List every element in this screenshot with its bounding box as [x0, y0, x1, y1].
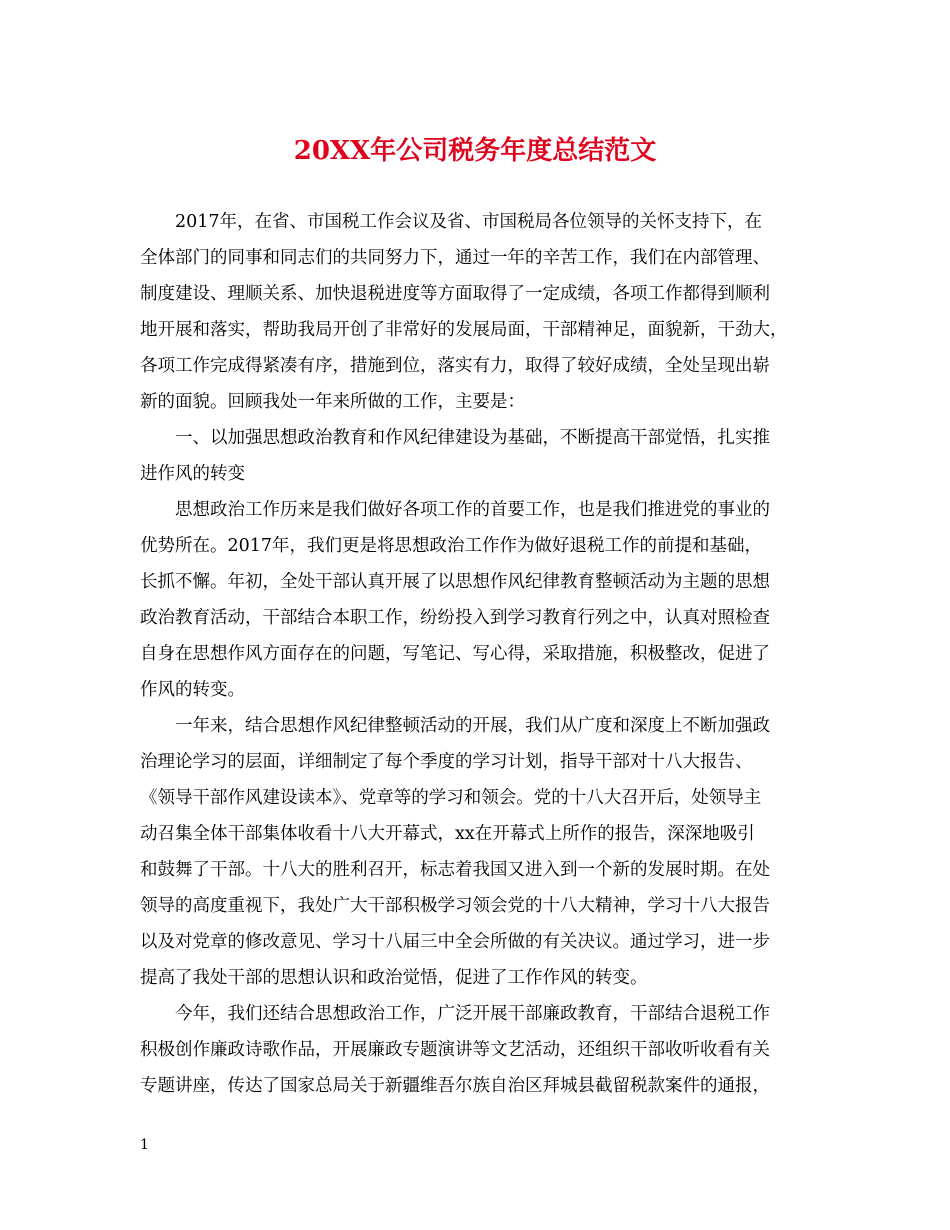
- text-line: 和鼓舞了干部。十八大的胜利召开，标志着我国又进入到一个新的发展时期。在处: [140, 860, 770, 880]
- text-line: 思想政治工作历来是我们做好各项工作的首要工作，也是我们推进党的事业的: [175, 500, 770, 520]
- text-line: 动召集全体干部集体收看十八大开幕式，xx在开幕式上所作的报告，深深地吸引: [140, 824, 755, 844]
- text-line: 新的面貌。回顾我处一年来所做的工作，主要是：: [140, 392, 525, 412]
- text-line: 一、以加强思想政治教育和作风纪律建设为基础，不断提高干部觉悟，扎实推: [175, 428, 770, 448]
- text-line: 长抓不懈。年初，全处干部认真开展了以思想作风纪律教育整顿活动为主题的思想: [140, 572, 770, 592]
- text-line: 积极创作廉政诗歌作品，开展廉政专题演讲等文艺活动，还组织干部收听收看有关: [140, 1040, 770, 1060]
- text-line: 地开展和落实，帮助我局开创了非常好的发展局面，干部精神足，面貌新，干劲大，: [140, 320, 788, 340]
- text-line: 治理论学习的层面，详细制定了每个季度的学习计划，指导干部对十八大报告、: [140, 752, 753, 772]
- document-title: 20XX年公司税务年度总结范文: [293, 136, 657, 166]
- text-line: 领导的高度重视下，我处广大干部积极学习领会党的十八大精神，学习十八大报告: [140, 896, 770, 916]
- text-line: 自身在思想作风方面存在的问题，写笔记、写心得，采取措施，积极整改，促进了: [140, 644, 770, 664]
- text-line: 一年来，结合思想作风纪律整顿活动的开展，我们从广度和深度上不断加强政: [175, 716, 770, 736]
- text-line: 2017年，在省、市国税工作会议及省、市国税局各位领导的关怀支持下，在: [175, 212, 763, 232]
- text-line: 专题讲座，传达了国家总局关于新疆维吾尔族自治区拜城县截留税款案件的通报，: [140, 1076, 770, 1096]
- text-line: 今年，我们还结合思想政治工作，广泛开展干部廉政教育，干部结合退税工作: [175, 1004, 770, 1024]
- page-number: 1: [140, 1137, 149, 1153]
- text-line: 优势所在。2017年，我们更是将思想政治工作作为做好退税工作的前提和基础，: [140, 536, 763, 556]
- text-line: 各项工作完成得紧凑有序，措施到位，落实有力，取得了较好成绩，全处呈现出崭: [140, 356, 770, 376]
- text-line: 政治教育活动，干部结合本职工作，纷纷投入到学习教育行列之中，认真对照检查: [140, 608, 770, 628]
- text-line: 《领导干部作风建设读本》、党章等的学习和领会。党的十八大召开后，处领导主: [140, 788, 762, 808]
- text-line: 制度建设、理顺关系、加快退税进度等方面取得了一定成绩，各项工作都得到顺利: [140, 284, 770, 304]
- text-line: 提高了我处干部的思想认识和政治觉悟，促进了工作作风的转变。: [140, 968, 648, 988]
- text-line: 以及对党章的修改意见、学习十八届三中全会所做的有关决议。通过学习，进一步: [140, 932, 770, 952]
- document-body: [140, 204, 840, 1104]
- text-line: 作风的转变。: [140, 680, 245, 700]
- text-line: 进作风的转变: [140, 464, 245, 484]
- text-line: 全体部门的同事和同志们的共同努力下，通过一年的辛苦工作，我们在内部管理、: [140, 248, 770, 268]
